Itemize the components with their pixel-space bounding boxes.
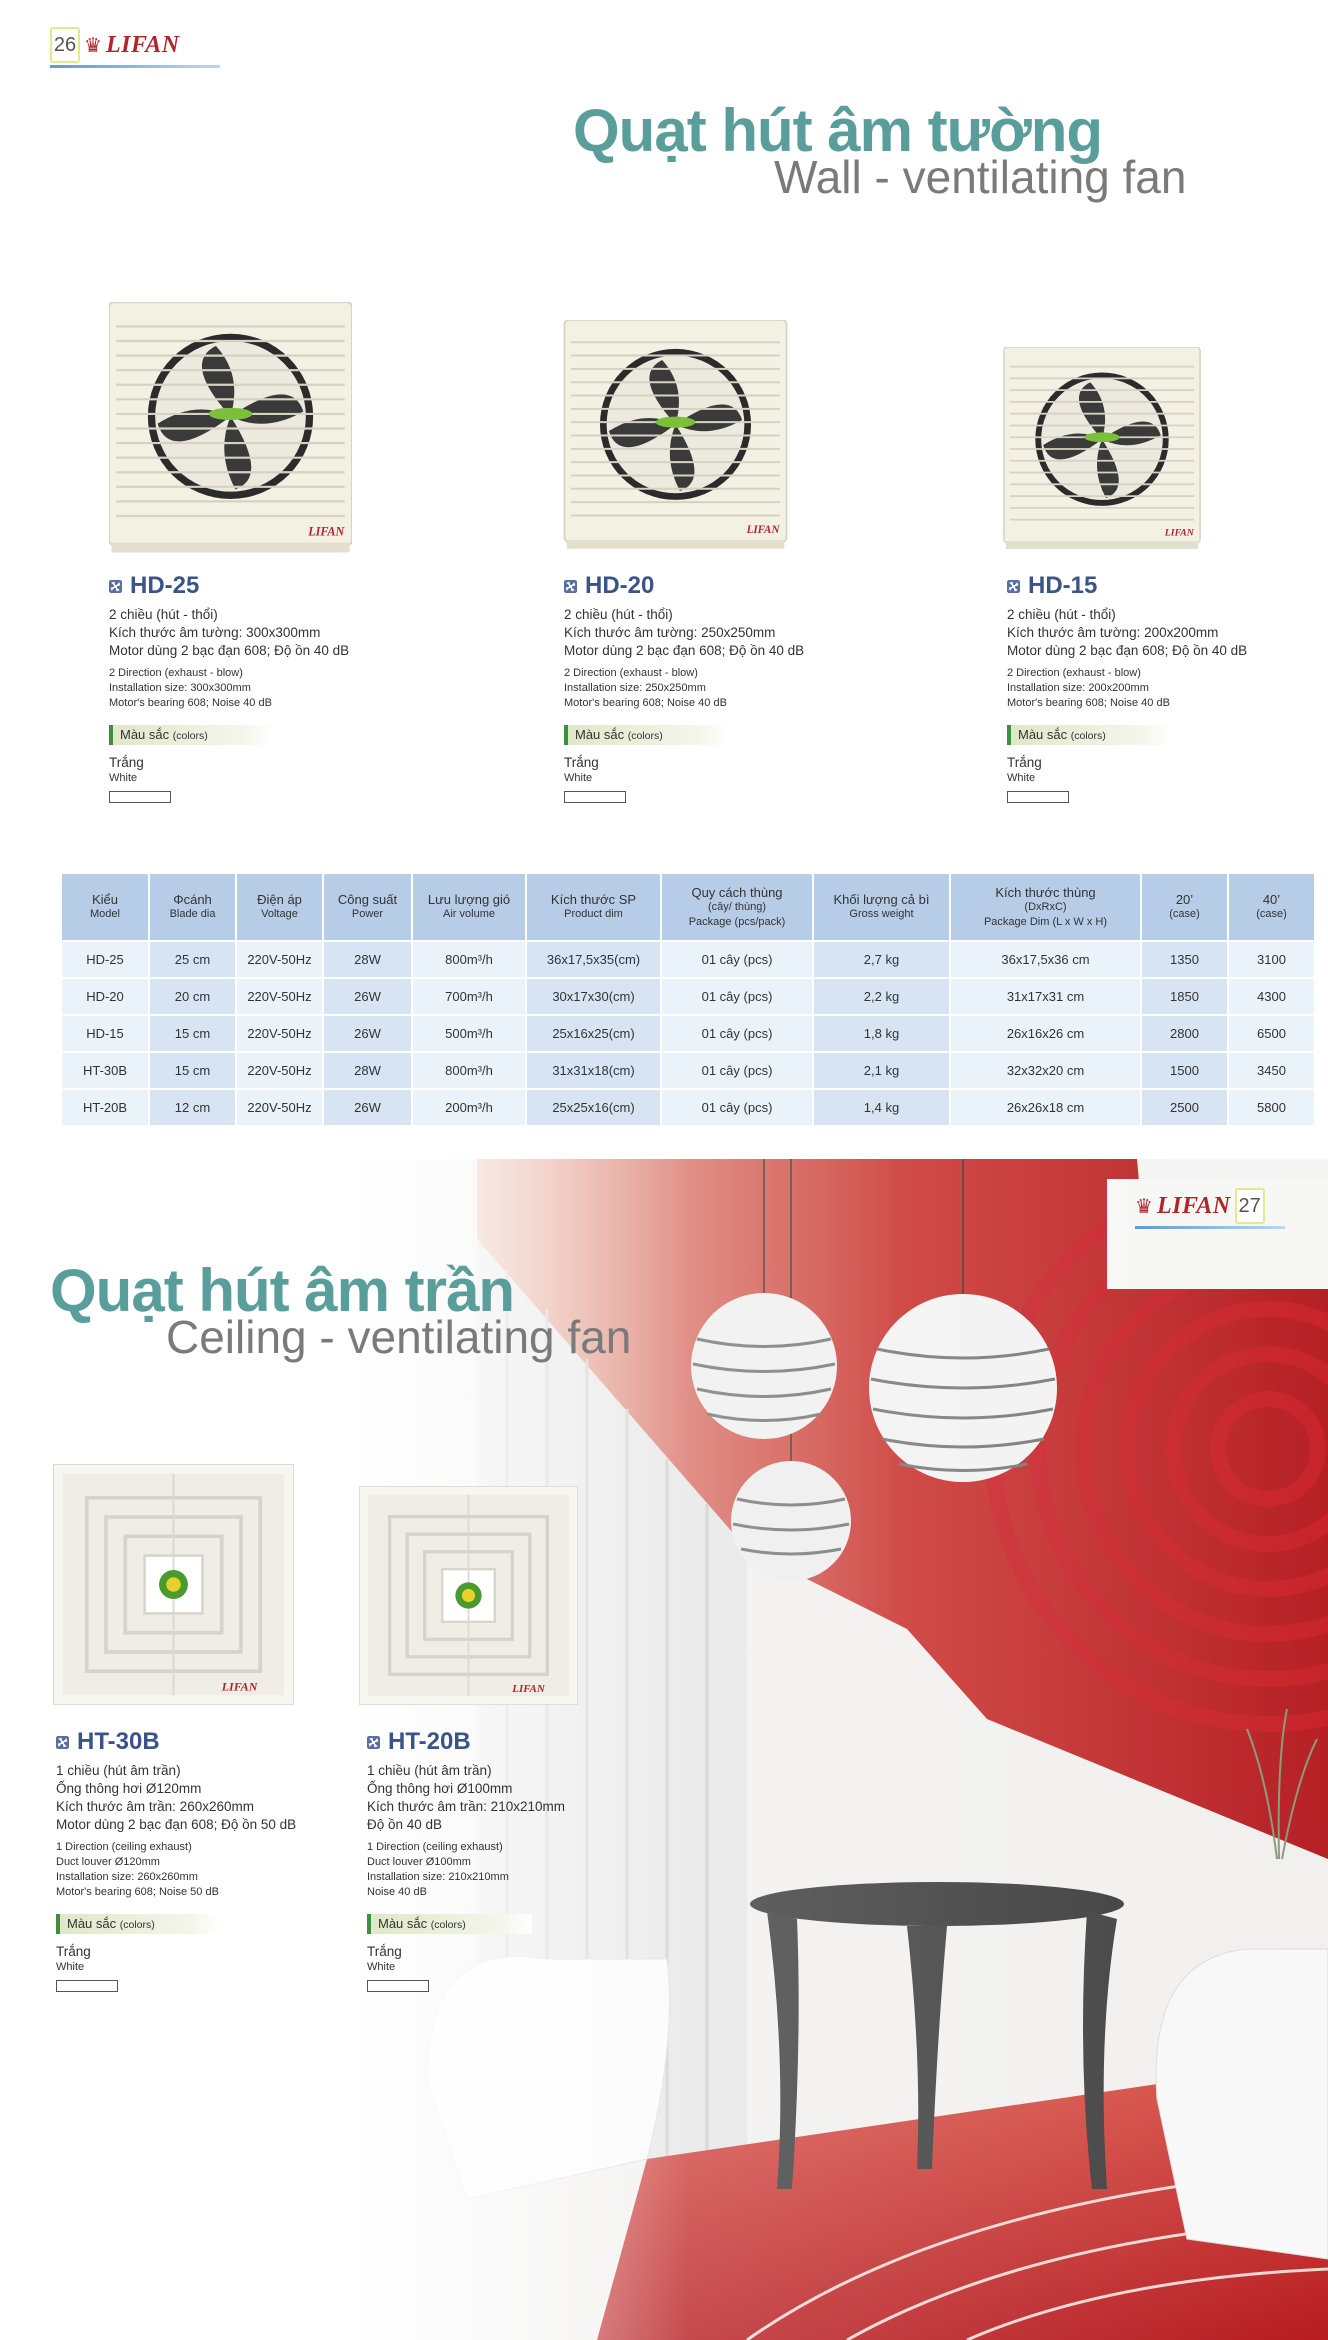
product-description-en: [1007, 666, 1307, 711]
spec-line-vi: Motor dùng 2 bạc đạn 608; Độ ồn 50 dB: [56, 1817, 297, 1832]
header-label-en: Package (pcs/pack): [688, 915, 786, 928]
table-cell: HT-30B: [62, 1053, 148, 1088]
spec-line-vi: Ống thông hơi Ø120mm: [56, 1781, 202, 1796]
table-cell: 20 cm: [150, 979, 235, 1014]
color-name-vi: Trắng: [367, 1944, 402, 1959]
fan-icon: [564, 580, 577, 593]
product-name: HT-30B: [77, 1728, 160, 1755]
spec-line-en: Installation size: 210x210mm: [367, 1871, 509, 1883]
table-row: [62, 1090, 1314, 1125]
product-name: HD-15: [1028, 572, 1098, 599]
table-header-cell: [324, 874, 411, 940]
spec-line-en: Duct louver Ø100mm: [367, 1856, 471, 1868]
spec-line-en: Noise 40 dB: [367, 1886, 427, 1898]
header-label-en: (case): [1169, 908, 1200, 920]
spec-line-vi: Kích thước âm tường: 250x250mm: [564, 625, 776, 640]
colors-label-en: (colors): [119, 1919, 155, 1931]
color-name-vi: Trắng: [109, 755, 144, 770]
product-description-vi: [367, 1762, 667, 1834]
table-cell: 26W: [324, 1090, 411, 1125]
page-26-logo: [50, 27, 220, 68]
table-cell: 6500: [1229, 1016, 1314, 1051]
colors-label-en: (colors): [430, 1919, 466, 1931]
spec-line-en: 2 Direction (exhaust - blow): [1007, 667, 1141, 679]
table-cell: HD-15: [62, 1016, 148, 1051]
crown-icon: ♛: [84, 34, 102, 57]
colors-label-en: (colors): [1070, 730, 1106, 742]
header-label-en: Product dim: [564, 908, 623, 920]
table-cell: 30x17x30(cm): [527, 979, 660, 1014]
table-cell: 220V-50Hz: [237, 1053, 322, 1088]
header-label-vi: Công suất: [337, 892, 398, 907]
spec-table: [60, 872, 1316, 1127]
header-label-vi-sub: (DxRxC): [1024, 900, 1067, 913]
spec-line-vi: 2 chiều (hút - thổi): [564, 607, 673, 622]
ceiling-section-subtitle: Ceiling - ventilating fan: [166, 1311, 632, 1363]
table-cell: 12 cm: [150, 1090, 235, 1125]
product-description-vi: [1007, 606, 1307, 660]
header-label-en: Blade dia: [169, 908, 216, 920]
table-cell: HT-20B: [62, 1090, 148, 1125]
product-title-row: [109, 572, 409, 600]
spec-line-vi: 1 chiều (hút âm trần): [367, 1763, 492, 1778]
color-name-vi: Trắng: [56, 1944, 91, 1959]
spec-line-vi: 1 chiều (hút âm trần): [56, 1763, 181, 1778]
product-description-en: [109, 666, 409, 711]
table-cell: 800m³/h: [413, 1053, 525, 1088]
spec-line-en: Duct louver Ø120mm: [56, 1856, 160, 1868]
table-cell: 25 cm: [150, 942, 235, 977]
spec-line-vi: Ống thông hơi Ø100mm: [367, 1781, 513, 1796]
table-header-cell: [1142, 874, 1227, 940]
color-swatch-white: [564, 791, 626, 803]
table-cell: 220V-50Hz: [237, 942, 322, 977]
spec-line-en: 2 Direction (exhaust - blow): [109, 667, 243, 679]
product-title-row: [1007, 572, 1307, 600]
crown-icon: ♛: [1135, 1195, 1153, 1218]
spec-line-en: Motor's bearing 608; Noise 40 dB: [564, 697, 727, 709]
table-header-row: [62, 874, 1314, 940]
colors-label: Màu sắc: [378, 1916, 428, 1931]
table-cell: 800m³/h: [413, 942, 525, 977]
table-header-cell: [150, 874, 235, 940]
page-number: 26: [50, 27, 80, 63]
table-cell: 01 cây (pcs): [662, 979, 812, 1014]
ht-20b-product-image: [359, 1486, 578, 1705]
color-swatch-white: [109, 791, 171, 803]
table-cell: 01 cây (pcs): [662, 1053, 812, 1088]
table-cell: 31x17x31 cm: [951, 979, 1140, 1014]
table-cell: 200m³/h: [413, 1090, 525, 1125]
ceiling-section-title: Quạt hút âm trần: [50, 1257, 515, 1324]
spec-line-en: Motor's bearing 608; Noise 50 dB: [56, 1886, 219, 1898]
table-cell: 36x17,5x36 cm: [951, 942, 1140, 977]
hd-15-product-image: [1003, 347, 1201, 551]
spec-line-vi: Kích thước âm tường: 300x300mm: [109, 625, 321, 640]
header-label-vi: 20’: [1175, 892, 1194, 907]
page-number: 27: [1235, 1188, 1265, 1224]
spec-line-vi: 2 chiều (hút - thổi): [1007, 607, 1116, 622]
table-row: [62, 979, 1314, 1014]
table-cell: 15 cm: [150, 1053, 235, 1088]
product-description-en: [564, 666, 864, 711]
spec-line-vi: Motor dùng 2 bạc đạn 608; Độ ồn 40 dB: [564, 643, 805, 658]
table-cell: 3450: [1229, 1053, 1314, 1088]
table-header-cell: [662, 874, 812, 940]
spec-line-vi: Kích thước âm trần: 260x260mm: [56, 1799, 254, 1814]
product-name: HT-20B: [388, 1728, 471, 1755]
header-label-en: Gross weight: [849, 908, 914, 920]
table-cell: 28W: [324, 942, 411, 977]
spec-line-en: Installation size: 300x300mm: [109, 682, 251, 694]
spec-line-en: Motor's bearing 608; Noise 40 dB: [109, 697, 272, 709]
spec-line-vi: Motor dùng 2 bạc đạn 608; Độ ồn 40 dB: [109, 643, 350, 658]
header-label-vi: Lưu lượng gió: [427, 892, 511, 907]
fan-icon: [109, 580, 122, 593]
spec-line-vi: 2 chiều (hút - thổi): [109, 607, 218, 622]
hd-20-product-image: [563, 320, 788, 551]
spec-line-en: Installation size: 200x200mm: [1007, 682, 1149, 694]
color-name-vi: Trắng: [1007, 755, 1042, 770]
logo-underline: [1135, 1226, 1285, 1229]
colors-label-bar: [367, 1914, 532, 1934]
logo-underline: [50, 65, 220, 68]
table-cell: 2,1 kg: [814, 1053, 949, 1088]
table-cell: 2,7 kg: [814, 942, 949, 977]
product-description-en: [367, 1840, 667, 1900]
fan-icon: [367, 1736, 380, 1749]
table-row: [62, 1053, 1314, 1088]
header-label-vi: Kích thước thùng: [995, 884, 1096, 900]
table-cell: 2,2 kg: [814, 979, 949, 1014]
fan-icon: [56, 1736, 69, 1749]
product-name: HD-25: [130, 572, 200, 599]
table-cell: 28W: [324, 1053, 411, 1088]
spec-line-vi: Motor dùng 2 bạc đạn 608; Độ ồn 40 dB: [1007, 643, 1248, 658]
table-cell: 25x16x25(cm): [527, 1016, 660, 1051]
product-card-ht-30b: [56, 1728, 356, 1992]
table-cell: 1,8 kg: [814, 1016, 949, 1051]
table-cell: 5800: [1229, 1090, 1314, 1125]
colors-label-en: (colors): [172, 730, 208, 742]
color-name-vi: Trắng: [564, 755, 599, 770]
brand-logo: LIFAN: [105, 31, 180, 58]
color-name-en: White: [109, 772, 138, 784]
product-description-vi: [56, 1762, 356, 1834]
product-card-ht-20b: [367, 1728, 667, 1992]
table-header-cell: [237, 874, 322, 940]
table-cell: 15 cm: [150, 1016, 235, 1051]
header-label-vi: Kiểu: [91, 892, 119, 907]
table-body: [62, 942, 1314, 1125]
header-label-vi: Kích thước SP: [550, 892, 637, 907]
header-label-en: (case): [1256, 908, 1287, 920]
spec-line-vi: Kích thước âm trần: 210x210mm: [367, 1799, 565, 1814]
table-cell: 1350: [1142, 942, 1227, 977]
spec-line-en: Installation size: 250x250mm: [564, 682, 706, 694]
color-name-en: White: [367, 1961, 396, 1973]
header-label-vi: 40’: [1262, 892, 1281, 907]
table-cell: 1500: [1142, 1053, 1227, 1088]
product-description-vi: [109, 606, 409, 660]
color-name-en: White: [56, 1961, 85, 1973]
table-cell: 26x16x26 cm: [951, 1016, 1140, 1051]
wall-section-subtitle: Wall - ventilating fan: [774, 151, 1187, 203]
table-row: [62, 942, 1314, 977]
spec-line-vi: Kích thước âm tường: 200x200mm: [1007, 625, 1219, 640]
spec-line-en: 2 Direction (exhaust - blow): [564, 667, 698, 679]
header-label-vi: Quy cách thùng: [691, 884, 783, 900]
table-cell: HD-25: [62, 942, 148, 977]
table-cell: 2500: [1142, 1090, 1227, 1125]
product-title-row: [56, 1728, 356, 1756]
product-card-hd-25: [109, 572, 409, 803]
product-title-row: [564, 572, 864, 600]
header-label-vi: Khối lượng cả bì: [833, 892, 930, 907]
brand-logo: LIFAN: [1156, 1192, 1231, 1219]
fan-icon: [1007, 580, 1020, 593]
colors-label-bar: [1007, 725, 1172, 745]
table-cell: 25x25x16(cm): [527, 1090, 660, 1125]
table-cell: 2800: [1142, 1016, 1227, 1051]
table-cell: 01 cây (pcs): [662, 942, 812, 977]
page-27-logo: [1135, 1188, 1285, 1229]
product-description-en: [56, 1840, 356, 1900]
table-cell: 220V-50Hz: [237, 1090, 322, 1125]
header-label-en: Model: [90, 908, 120, 920]
spec-line-en: 1 Direction (ceiling exhaust): [56, 1841, 192, 1853]
color-name-en: White: [564, 772, 593, 784]
ht-30b-product-image: [53, 1464, 294, 1705]
color-swatch-white: [367, 1980, 429, 1992]
header-label-en: Voltage: [261, 908, 298, 920]
table-header-cell: [527, 874, 660, 940]
table-cell: 220V-50Hz: [237, 979, 322, 1014]
color-swatch-white: [56, 1980, 118, 1992]
wall-section-title: Quạt hút âm tường: [573, 97, 1103, 164]
spec-line-en: 1 Direction (ceiling exhaust): [367, 1841, 503, 1853]
table-cell: 700m³/h: [413, 979, 525, 1014]
table-cell: 4300: [1229, 979, 1314, 1014]
table-cell: 26W: [324, 979, 411, 1014]
colors-label-bar: [564, 725, 729, 745]
colors-label: Màu sắc: [1018, 727, 1068, 742]
product-card-hd-15: [1007, 572, 1307, 803]
table-cell: 01 cây (pcs): [662, 1090, 812, 1125]
product-card-hd-20: [564, 572, 864, 803]
spec-line-en: Motor's bearing 608; Noise 40 dB: [1007, 697, 1170, 709]
colors-label: Màu sắc: [120, 727, 170, 742]
color-swatch-white: [1007, 791, 1069, 803]
table-cell: 3100: [1229, 942, 1314, 977]
table-cell: 220V-50Hz: [237, 1016, 322, 1051]
table-header-cell: [413, 874, 525, 940]
colors-label-en: (colors): [627, 730, 663, 742]
table-cell: 1,4 kg: [814, 1090, 949, 1125]
table-header-cell: [814, 874, 949, 940]
color-name-en: White: [1007, 772, 1036, 784]
product-title-row: [367, 1728, 667, 1756]
product-description-vi: [564, 606, 864, 660]
header-label-vi-sub: (cây/ thùng): [707, 900, 767, 913]
header-label-en: Power: [351, 908, 384, 920]
hd-25-product-image: [109, 302, 352, 555]
table-header-cell: [62, 874, 148, 940]
spec-line-vi: Độ ồn 40 dB: [367, 1817, 443, 1832]
colors-label: Màu sắc: [575, 727, 625, 742]
table-cell: 01 cây (pcs): [662, 1016, 812, 1051]
table-cell: 32x32x20 cm: [951, 1053, 1140, 1088]
table-cell: 26x26x18 cm: [951, 1090, 1140, 1125]
header-label-en: Air volume: [443, 908, 495, 920]
header-label-en: Package Dim (L x W x H): [983, 915, 1108, 928]
header-label-vi: Φcánh: [173, 892, 212, 907]
table-cell: 36x17,5x35(cm): [527, 942, 660, 977]
table-header-cell: [1229, 874, 1314, 940]
colors-label-bar: [56, 1914, 221, 1934]
table-cell: 26W: [324, 1016, 411, 1051]
table-cell: 1850: [1142, 979, 1227, 1014]
product-name: HD-20: [585, 572, 655, 599]
table-cell: HD-20: [62, 979, 148, 1014]
table-header-cell: [951, 874, 1140, 940]
header-label-vi: Điện áp: [257, 892, 302, 907]
spec-line-en: Installation size: 260x260mm: [56, 1871, 198, 1883]
table-cell: 31x31x18(cm): [527, 1053, 660, 1088]
colors-label-bar: [109, 725, 274, 745]
table-row: [62, 1016, 1314, 1051]
colors-label: Màu sắc: [67, 1916, 117, 1931]
table-cell: 500m³/h: [413, 1016, 525, 1051]
